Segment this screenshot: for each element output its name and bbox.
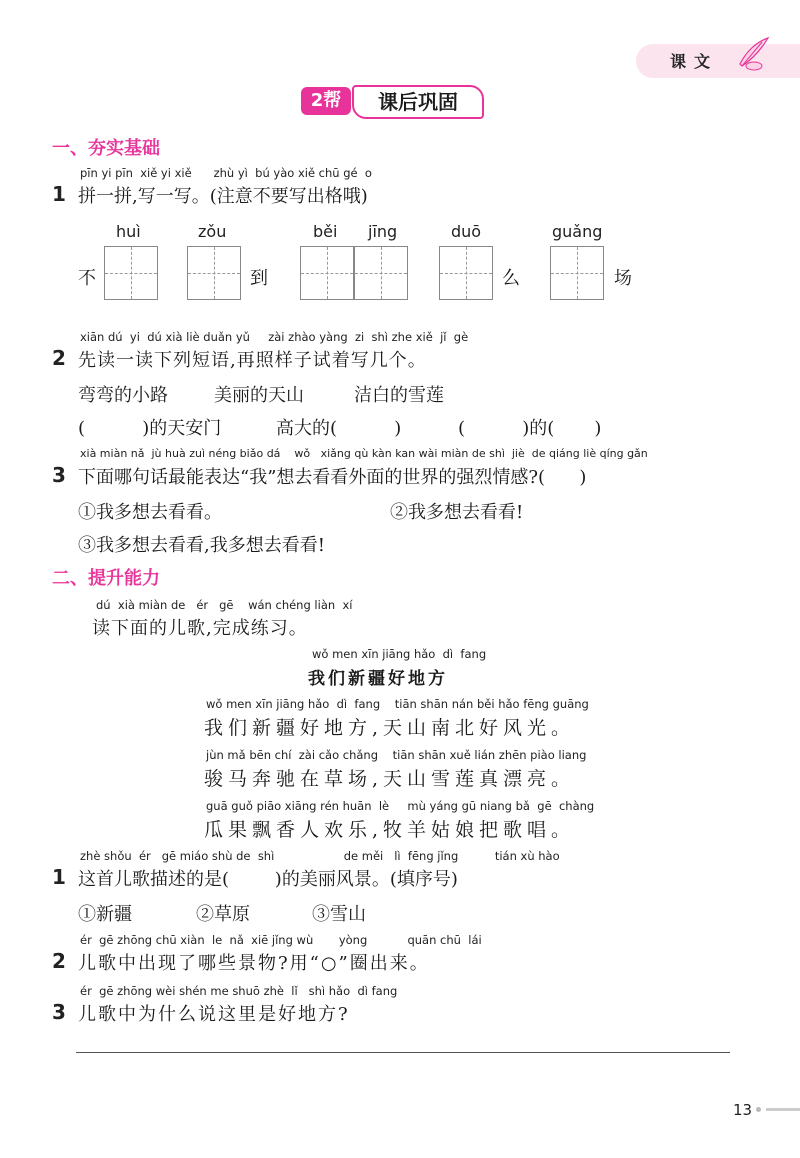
- example-phrase: 美丽的天山: [214, 385, 304, 406]
- question-number: 3: [52, 1000, 66, 1024]
- page-rule: [766, 1108, 800, 1111]
- answer-option[interactable]: ②草原: [196, 904, 250, 925]
- question-text: 下面哪句话最能表达“我”想去看看外面的世界的强烈情感?( ): [78, 467, 587, 488]
- writing-cell[interactable]: [439, 246, 493, 300]
- given-character: 不: [78, 268, 96, 289]
- poem-line-pinyin: guā guǒ piāo xiāng rén huān lè mù yáng gū niang bǎ gē chàng: [206, 799, 595, 813]
- question-pinyin: pīn yi pīn xiě yi xiě zhù yì bú yào xiě chū gé o: [80, 166, 372, 180]
- poem-title: 我们新疆好地方: [308, 669, 448, 689]
- page-title: 课后巩固: [352, 85, 484, 119]
- chapter-tab-label: 课文: [670, 52, 719, 71]
- cell-pinyin: guǎng: [552, 222, 603, 241]
- example-phrase: 弯弯的小路: [78, 385, 168, 406]
- poem-line: 瓜果飘香人欢乐,牧羊姑娘把歌唱。: [204, 819, 576, 841]
- example-phrase: 洁白的雪莲: [354, 385, 444, 406]
- answer-blank[interactable]: ( )的天安门: [78, 418, 222, 439]
- given-character: 到: [250, 268, 268, 289]
- question-pinyin: zhè shǒu ér gē miáo shù de shì de měi lì fēng jǐng tián xù hào: [80, 849, 560, 863]
- writing-cell[interactable]: [104, 246, 158, 300]
- cell-pinyin: běi: [313, 222, 338, 241]
- answer-blank[interactable]: 高大的( ): [276, 418, 402, 439]
- answer-option[interactable]: ①我多想去看看。: [78, 502, 222, 523]
- question-text: 儿歌中为什么说这里是好地方?: [78, 1004, 350, 1025]
- question-pinyin: xià miàn nǎ jù huà zuì néng biǎo dá wǒ xiǎng qù kàn kan wài miàn de shì jiè de qiáng liè qíng gǎn: [80, 447, 648, 460]
- answer-line: [76, 1052, 730, 1053]
- answer-option[interactable]: ③我多想去看看,我多想去看看!: [78, 535, 325, 556]
- writing-cell[interactable]: [354, 246, 408, 300]
- poem-line: 骏马奔驰在草场,天山雪莲真漂亮。: [204, 768, 576, 790]
- question-number: 3: [52, 463, 66, 487]
- page-number: 13: [733, 1101, 753, 1119]
- writing-cell[interactable]: [550, 246, 604, 300]
- poem-line-pinyin: jùn mǎ bēn chí zài cǎo chǎng tiān shān xuě lián zhēn piào liang: [206, 748, 587, 762]
- answer-option[interactable]: ③雪山: [312, 904, 366, 925]
- question-pinyin: ér gē zhōng chū xiàn le nǎ xiē jǐng wù yòng quān chū lái: [80, 933, 482, 947]
- poem-line-pinyin: wǒ men xīn jiāng hǎo dì fang tiān shān nán běi hǎo fēng guāng: [206, 697, 589, 711]
- question-text: 这首儿歌描述的是( )的美丽风景。(填序号): [78, 869, 458, 890]
- intro-text: 读下面的儿歌,完成练习。: [92, 618, 308, 639]
- question-text: 拼一拼,写一写。(注意不要写出格哦): [78, 186, 368, 207]
- cell-pinyin: jīng: [368, 222, 398, 241]
- question-number: 1: [52, 182, 66, 206]
- given-character: 场: [614, 268, 632, 289]
- page-dot: [756, 1107, 761, 1112]
- cell-pinyin: duō: [451, 222, 482, 241]
- answer-blank[interactable]: ( )的( ): [458, 418, 602, 439]
- question-text: 儿歌中出现了哪些景物?用“○”圈出来。: [78, 953, 430, 974]
- cell-pinyin: huì: [116, 222, 141, 241]
- section-heading-basics: 一、夯实基础: [52, 138, 160, 159]
- poem-title-pinyin: wǒ men xīn jiāng hǎo dì fang: [312, 647, 487, 661]
- feather-ink-icon: [732, 34, 772, 78]
- question-text: 先读一读下列短语,再照样子试着写几个。: [78, 350, 427, 371]
- question-pinyin: ér gē zhōng wèi shén me shuō zhè lǐ shì hǎo dì fang: [80, 984, 398, 998]
- section-heading-skills: 二、提升能力: [52, 568, 160, 589]
- cell-pinyin: zǒu: [198, 222, 227, 241]
- question-pinyin: xiān dú yi dú xià liè duǎn yǔ zài zhào yàng zi shì zhe xiě jǐ gè: [80, 330, 469, 344]
- answer-option[interactable]: ①新疆: [78, 904, 132, 925]
- writing-cell[interactable]: [187, 246, 241, 300]
- poem-line: 我们新疆好地方,天山南北好风光。: [204, 717, 576, 739]
- answer-option[interactable]: ②我多想去看看!: [390, 502, 524, 523]
- given-character: 么: [502, 268, 520, 289]
- question-number: 1: [52, 865, 66, 889]
- question-number: 2: [52, 346, 66, 370]
- question-number: 2: [52, 949, 66, 973]
- writing-cell[interactable]: [300, 246, 354, 300]
- intro-pinyin: dú xià miàn de ér gē wán chéng liàn xí: [96, 598, 353, 612]
- section-badge: 2帮: [301, 87, 351, 115]
